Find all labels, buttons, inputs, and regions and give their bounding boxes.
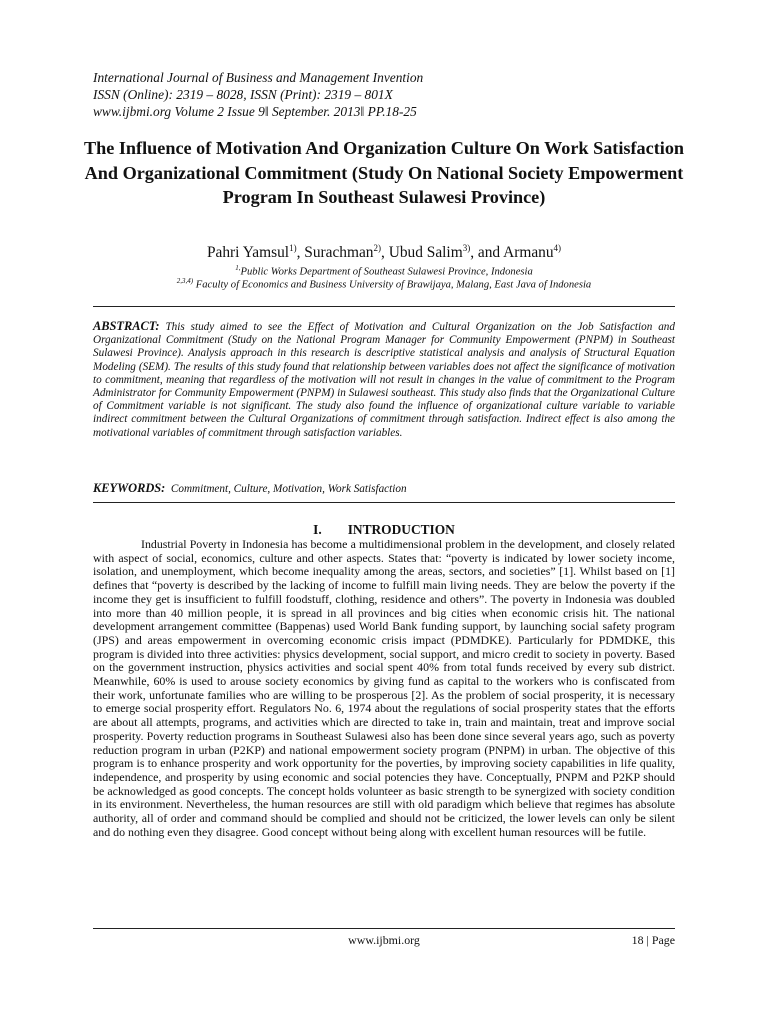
journal-name: International Journal of Business and Management Invention xyxy=(93,70,424,85)
author-name: Pahri Yamsul xyxy=(206,244,290,262)
affiliation xyxy=(90,275,678,292)
body-paragraph: Industrial Poverty in Indonesia has become a multidimensional problem in the development, and closely related with aspect of social, economics, culture and other aspects. States that: “poverty is indicated by lower society income, isolation, and unemployment, which become inequality among the areas, sectors, and societies” [1]. Whilst based on [1] defines that “poverty is described by the lacking of income to fulfill main living needs. They are below the poverty if the income they get is insufficient to fulfill foodstuff, clothing, residence and others”. The poverty in Indonesia was doubled into more than 40 million people, it is spread in all provinces and big cities when economic crisis hit. The national development arrangement committee (Bappenas) used World Bank funding support, by launching social safety program (JPS) and areas empowerment in overcoming economic crisis impact (PDMDKE). Particularly for PDMDKE, this program is divided into three activities: physics development, social support, and micro credit to society in poverty. Based on the government instruction, physics activities and social spent 40% from total funds received by every sub district. Meanwhile, 60% is used to arouse society economics by giving fund as capital to the workers who is confiscated from their work, unfortunate families who are willing to be prosperous [2]. As the problem of social prosperity, it is necessary to emerge social prosperity effort. Regulators No. 6, 1974 about the regulations of social prosperity states that the efforts are about all attempts, programs, and activities which are directed to take in, train and maintain, treat and improve social prosperity. Poverty reduction programs in Southeast Sulawesi also has been done since several years ago, such as poverty reduction program in urban (P2KP) and national empowerment society program (PNPM) in urban. The objective of this program is to enhance prosperity and work opportunity for the poverties, by improving society capabilities in life quality, independence, and prosperity by using economic and social potencies they have. Conceptually, PNPM and P2KP should be acknowledged as good concepts. The concept holds volunteer as basic strength to be synergized with society condition in its environment. Nevertheless, the human resources are still with old paradigm which believe that regimes has absolute authority, all of order and command should be complied and should not be criticized, the lower levels can only be silent and do nothing even they disagree. Good concept without being along with excellent human resources will be futile. xyxy=(93,537,675,839)
abstract xyxy=(93,320,675,440)
journal-issue: www.ijbmi.org Volume 2 Issue 9ǁ September. 2013ǁ PP.18-25 xyxy=(93,104,417,119)
author-name: Ubud Salim xyxy=(388,244,463,262)
keywords xyxy=(93,481,675,496)
affiliation-text: Public Works Department of Southeast Sulawesi Province, Indonesia xyxy=(240,266,533,278)
journal-header xyxy=(93,69,693,120)
keywords-label: KEYWORDS: xyxy=(93,481,166,495)
author-mark: 2) xyxy=(373,243,382,253)
author-mark: 1) xyxy=(289,243,297,253)
page-number: 18 | Page xyxy=(631,933,675,947)
author-separator: , and xyxy=(470,244,504,262)
section-heading xyxy=(93,522,675,538)
abstract-text: This study aimed to see the Effect of Motivation and Cultural Organization on the Job Satisfaction and Organizational Commitment (Study on the National Program Manager for Community Empowerment (PNPM) in Southeast Sulawesi Province). Analysis approach in this research is descriptive statistical analysis and analysis of Structural Equation Modeling (SEM). The results of this study found that relationship between variables does not affect the significance of motivation to commitment, meaning that regardless of the motivation will not result in changes in the value of commitment to the Program Administrator for Community Empowerment (PNPM) in Sulawesi southeast. This study also finds that the Organizational Culture of Commitment variable is not significant. The study also found the influence of organizational culture variable to variable indirect commitment between the Cultural Organizations of commitment through satisfaction. Indirect effect is also among the motivational variables of commitment through satisfaction variables. xyxy=(93,321,675,439)
author-mark: 3) xyxy=(462,243,471,253)
paper-title: The Influence of Motivation And Organization Culture On Work Satisfaction And Organizational Commitment (Study On National Society Empowerment Program In Southeast Sulawesi Province) xyxy=(83,138,685,207)
author-name: Surachman xyxy=(304,244,374,262)
footer-rule xyxy=(93,928,675,929)
author-list xyxy=(90,239,678,262)
affiliation-text: Faculty of Economics and Business University of Brawijaya, Malang, East Java of Indonesia xyxy=(193,279,592,291)
section-title: INTRODUCTION xyxy=(347,522,455,537)
author-name: Armanu xyxy=(503,244,554,262)
author-separator: , xyxy=(296,244,305,262)
footer-url: www.ijbmi.org xyxy=(348,933,420,947)
abstract-label: ABSTRACT: xyxy=(93,319,160,333)
author-separator: , xyxy=(381,244,389,262)
section-number: I. xyxy=(313,522,322,537)
affiliation-mark: 2,3,4) xyxy=(176,277,194,285)
abstract-top-rule xyxy=(93,306,675,307)
author-mark: 4) xyxy=(553,243,562,253)
affiliation-mark: 1, xyxy=(235,264,241,272)
abstract-bottom-rule xyxy=(93,502,675,503)
keywords-text: Commitment, Culture, Motivation, Work Satisfaction xyxy=(170,483,407,495)
journal-issn: ISSN (Online): 2319 – 8028, ISSN (Print): 2319 – 801X xyxy=(93,87,393,102)
